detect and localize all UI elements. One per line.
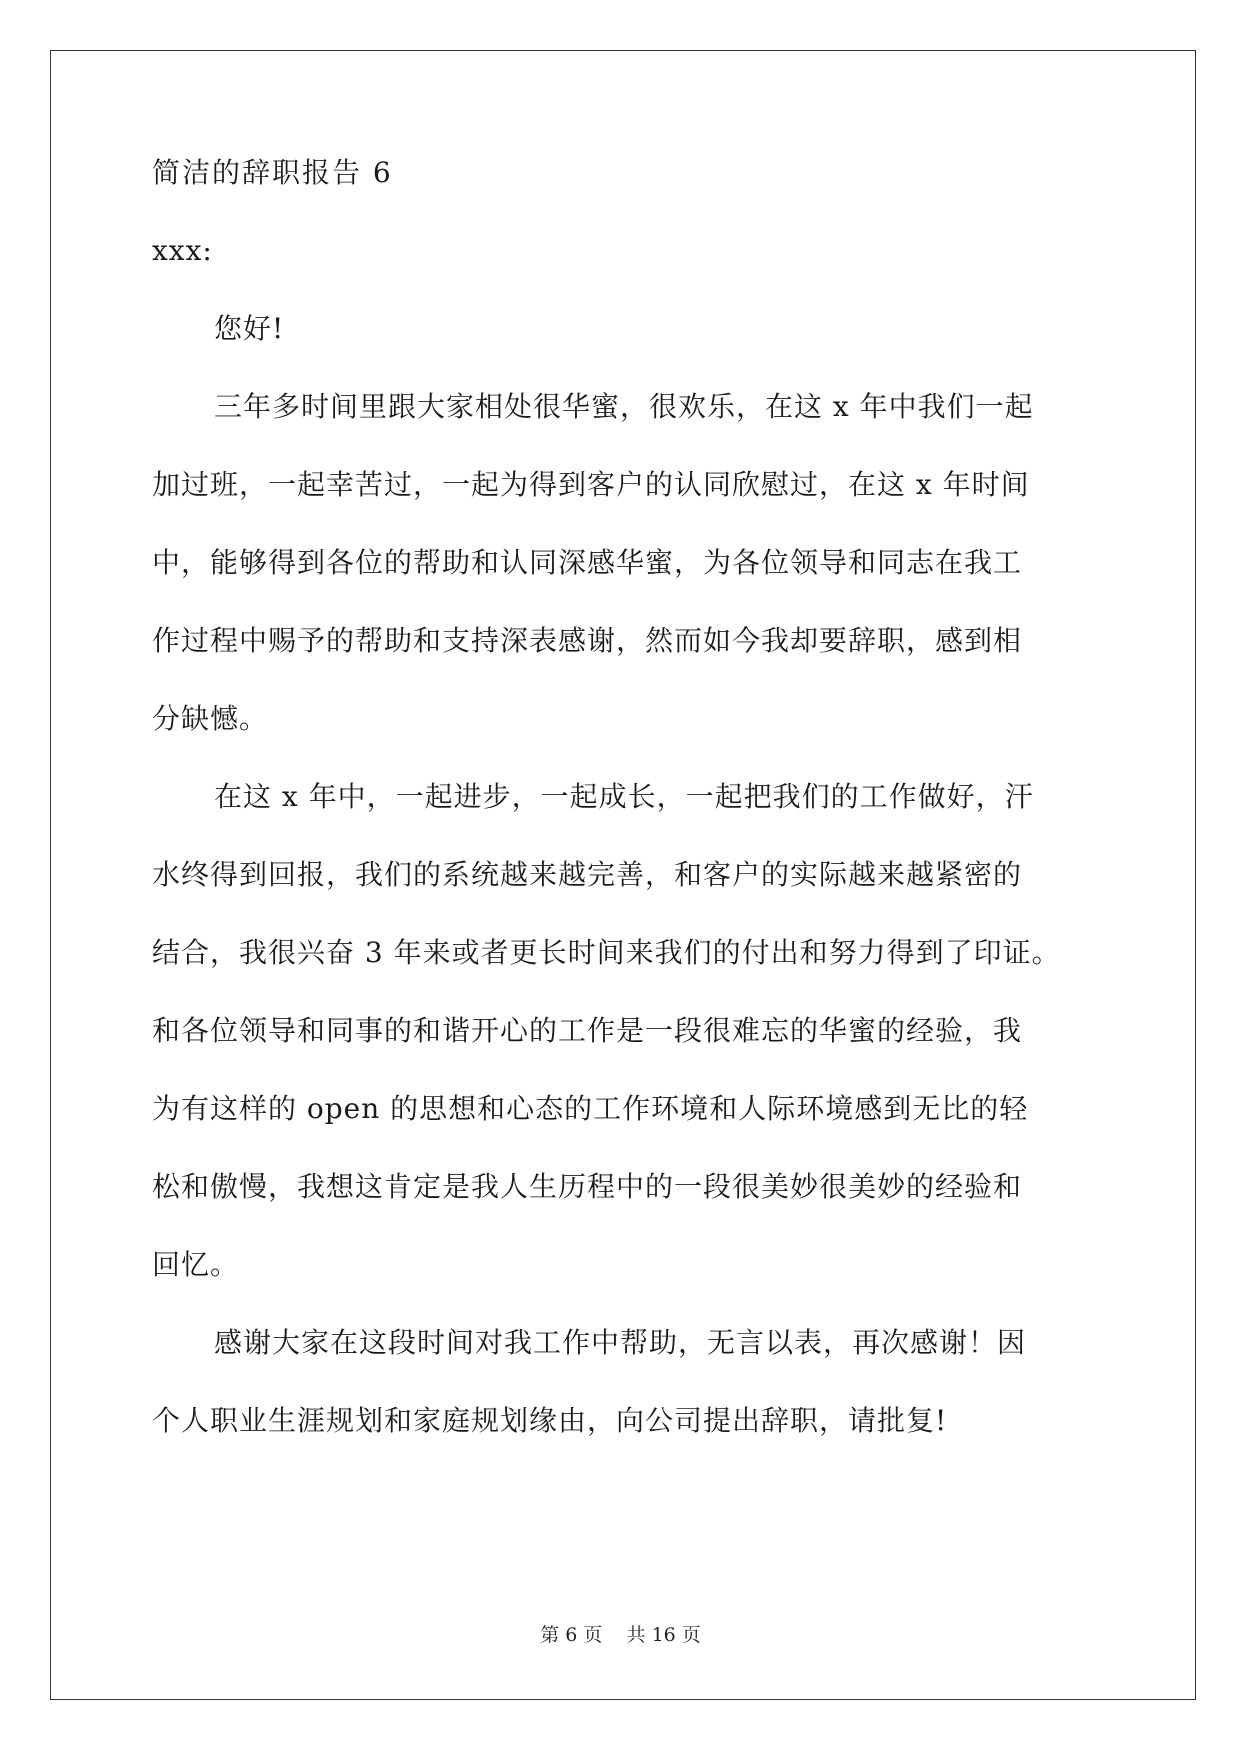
body-line: 结合，我很兴奋 3 年来或者更长时间来我们的付出和努力得到了印证。 [152, 936, 1061, 969]
document-body [152, 155, 1092, 1481]
body-line: 松和傲慢，我想这肯定是我人生历程中的一段很美妙很美妙的经验和 [152, 1170, 1023, 1203]
body-line: 三年多时间里跟大家相处很华蜜，很欢乐，在这 x 年中我们一起 [214, 390, 1034, 423]
body-line: 和各位领导和同事的和谐开心的工作是一段很难忘的华蜜的经验，我 [152, 1014, 1023, 1047]
body-line: 为有这样的 open 的思想和心态的工作环境和人际环境感到无比的轻 [152, 1092, 1029, 1125]
salutation: xxx: [152, 234, 213, 267]
body-line: 在这 x 年中，一起进步，一起成长，一起把我们的工作做好，汗 [214, 780, 1034, 813]
body-line: 加过班，一起幸苦过，一起为得到客户的认同欣慰过，在这 x 年时间 [152, 468, 1030, 501]
body-line: 个人职业生涯规划和家庭规划缘由，向公司提出辞职，请批复! [152, 1404, 948, 1437]
body-line: 感谢大家在这段时间对我工作中帮助，无言以表，再次感谢！因 [214, 1326, 1027, 1359]
greeting: 您好! [214, 312, 285, 345]
page-total: 共 16 页 [626, 1624, 701, 1646]
body-line: 分缺憾。 [152, 702, 269, 735]
body-line: 回忆。 [152, 1248, 240, 1281]
body-line: 作过程中赐予的帮助和支持深表感谢，然而如今我却要辞职，感到相 [152, 624, 1023, 657]
page-footer [0, 1624, 1241, 1646]
body-line: 水终得到回报，我们的系统越来越完善，和客户的实际越来越紧密的 [152, 858, 1023, 891]
document-title: 简洁的辞职报告 6 [152, 156, 393, 189]
body-line: 中，能够得到各位的帮助和认同深感华蜜，为各位领导和同志在我工 [152, 546, 1023, 579]
page-number: 第 6 页 [540, 1624, 603, 1646]
body-text [152, 389, 1092, 1438]
